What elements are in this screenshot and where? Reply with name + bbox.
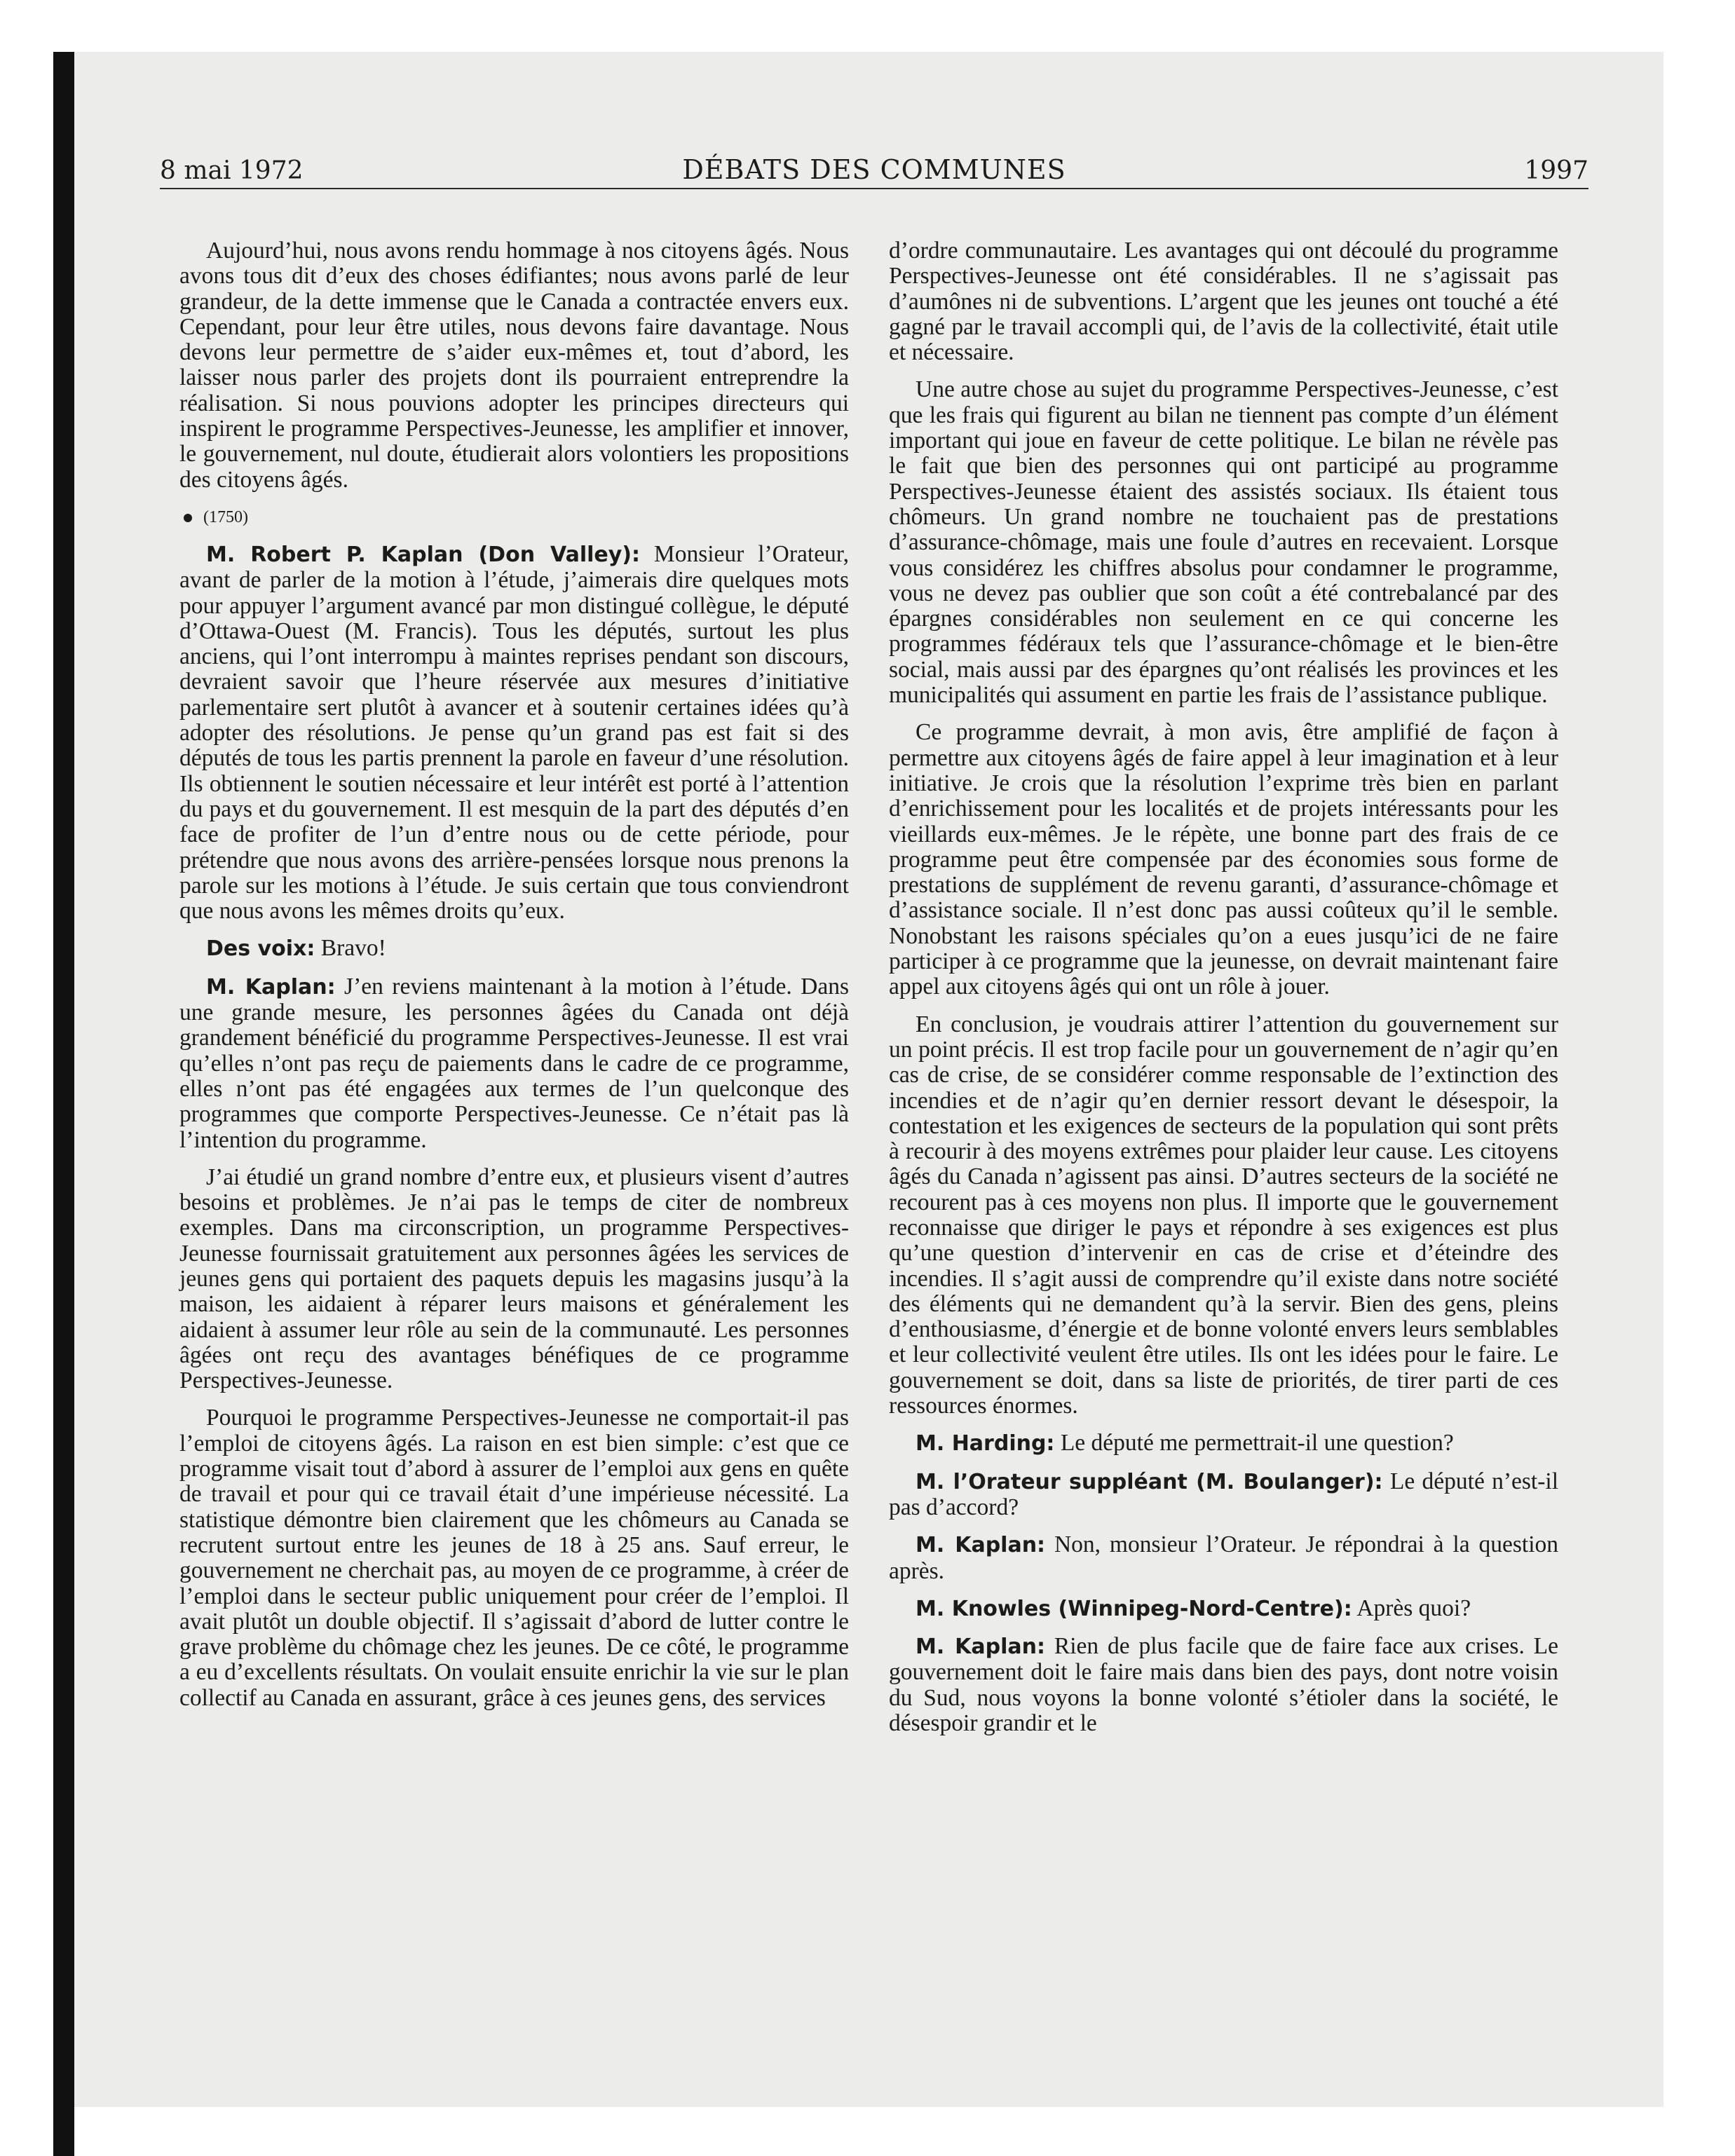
speech	[889, 1431, 1558, 1456]
speaker-name: M. Knowles (Winnipeg-Nord-Centre):	[916, 1596, 1352, 1621]
speaker-name: M. Harding:	[916, 1431, 1055, 1456]
speech-text: Le député me permettrait-il une question?	[1060, 1430, 1454, 1456]
speech	[889, 1469, 1558, 1521]
paragraph: J’ai étudié un grand nombre d’entre eux, et plusieurs visent d’autres besoins et problèmes. Je n’ai pas le temps de citer de nombreux exemples. Dans ma circonscription, un programme Perspectives-Jeunesse fournissait gratuitement aux personnes âgées les services de jeunes gens qui portaient des paquets depuis les magasins jusqu’à la maison, les aidaient à réparer leurs maisons et généralement les aidaient à assumer leur rôle au sein de la communauté. Les personnes âgées ont reçu des avantages bénéfiques de ce programme Perspectives-Jeunesse.	[179, 1164, 849, 1394]
right-column	[889, 238, 1558, 1748]
paragraph: d’ordre communautaire. Les avantages qui ont découlé du programme Perspectives-Jeunesse ont été considérables. Il ne s’agissait pas d’aumônes ni de subventions. L’argent que les jeunes ont touché a été gagné par le travail accompli qui, de l’avis de la collectivité, était utile et nécessaire.	[889, 238, 1558, 366]
scan-edge-bar	[53, 52, 74, 2156]
speech-text: Le député n’est-il pas d’accord?	[889, 1468, 1559, 1520]
time-marker-text: (1750)	[203, 507, 248, 526]
header-date: 8 mai 1972	[160, 156, 304, 185]
speech	[179, 936, 849, 962]
paragraph: Pourquoi le programme Perspectives-Jeunesse ne comportait-il pas l’emploi de citoyens âgés. La raison en est bien simple: c’est que ce programme visait tout d’abord à assurer de l’emploi aux gens en quête de travail et pour qui ce travail était d’une impérieuse nécessité. La statistique démontre bien clairement que les chômeurs au Canada se recrutent surtout entre les jeunes de 18 à 25 ans. Sauf erreur, le gouvernement ne cherchait pas, au moyen de ce programme, à créer de l’emploi dans le secteur public uniquement pour créer de l’emploi. Il avait plutôt un double objectif. Il s’agissait d’abord de lutter contre le grave problème du chômage chez les jeunes. De ce côté, le programme a eu d’excellents résultats. On voulait ensuite enrichir la vie sur le plan collectif au Canada en assurant, grâce à ces jeunes gens, des services	[179, 1405, 849, 1711]
speech	[179, 542, 849, 924]
bullet-icon	[184, 514, 192, 522]
speech	[179, 974, 849, 1153]
speech-text: Après quoi?	[1356, 1595, 1471, 1621]
speech-text: Rien de plus facile que de faire face aux crises. Le gouvernement doit le faire mais dans bien des pays, dont notre voisin du Sud, nous voyons la bonne volonté s’étioler dans la société, le désespoir grandir et le	[889, 1633, 1559, 1737]
speech	[889, 1596, 1558, 1622]
time-marker	[184, 505, 849, 530]
speaker-name: M. l’Orateur suppléant (M. Boulanger):	[916, 1469, 1383, 1494]
speaker-name: Des voix:	[206, 936, 315, 962]
speech-text: Bravo!	[320, 935, 386, 962]
speaker-name: M. Kaplan:	[206, 974, 336, 999]
paragraph: Ce programme devrait, à mon avis, être amplifié de façon à permettre aux citoyens âgés de faire appel à leur imagination et à leur initiative. Je crois que la résolution l’exprime très bien en parlant d’enrichissement pour les localités et de projets intéressants pour les vieillards eux-mêmes. Je le répète, une bonne part des frais de ce programme peut être compensée par des économies sous forme de prestations de supplément de revenu garanti, d’assurance-chômage et d’assistance sociale. Il n’est donc pas aussi coûteux qu’il le semble. Nonobstant les raisons spéciales qu’on a eues jusqu’ici de ne faire participer à ce programme que la jeunesse, on devrait maintenant faire appel aux citoyens âgés qui ont un rôle à jouer.	[889, 719, 1558, 1000]
speech-text: J’en reviens maintenant à la motion à l’étude. Dans une grande mesure, les personnes âgées du Canada ont déjà grandement bénéficié du programme Perspectives-Jeunesse. Il est vrai qu’elles n’ont pas reçu de paiements dans le cadre de ce programme, elles n’ont pas été engagées aux termes de l’un quelconque des programmes que comporte Perspectives-Jeunesse. Ce n’était pas là l’intention du programme.	[179, 973, 849, 1153]
speech	[889, 1634, 1558, 1736]
speaker-name: M. Robert P. Kaplan (Don Valley):	[206, 542, 641, 567]
header-title: DÉBATS DES COMMUNES	[682, 154, 1066, 185]
speaker-name: M. Kaplan:	[916, 1533, 1046, 1558]
speech-text: Monsieur l’Orateur, avant de parler de la motion à l’étude, j’aimerais dire quelques mots pour appuyer l’argument avancé par mon distingué collègue, le député d’Ottawa-Ouest (M. Francis). Tous les députés, surtout les plus anciens, qui l’ont interrompu à maintes reprises pendant son discours, devraient savoir que l’heure réservée aux mesures d’initiative parlementaire sert plutôt à avancer et à soutenir certaines idées qu’à adopter des résolutions. Je pense qu’un grand pas est fait si des députés de tous les partis prennent la parole en faveur d’une résolution. Ils obtiennent le soutien nécessaire et leur intérêt est porté à l’attention du pays et du gouvernement. Il est mesquin de la part des députés d’en face de profiter de l’un d’entre nous ou de cette période, pour prétendre que nous avons des arrière-pensées lorsque nous prenons la parole sur les motions à l’étude. Je suis certain que tous conviendront que nous avons les mêmes droits qu’eux.	[179, 540, 849, 925]
speech	[889, 1532, 1558, 1584]
left-column	[179, 238, 849, 1723]
page-number: 1997	[1524, 156, 1588, 185]
paragraph: Une autre chose au sujet du programme Perspectives-Jeunesse, c’est que les frais qui figurent au bilan ne tiennent pas compte d’un élément important qui joue en faveur de cette politique. Le bilan ne révèle pas le fait que bien des personnes qui ont participé au programme Perspectives-Jeunesse étaient des assistés sociaux. Ils étaient tous chômeurs. Un grand nombre ne touchaient pas de prestations d’assurance-chômage, mais une foule d’autres en recevaient. Lorsque vous considérez les chiffres absolus pour condamner le programme, vous ne devez pas oublier que son coût a été contrebalancé par des épargnes considérables non seulement en ce qui concerne les programmes fédéraux tels que l’assurance-chômage et le bien-être social, mais aussi par des épargnes qu’ont réalisés les provinces et les municipalités qui assument en partie les frais de l’assistance publique.	[889, 376, 1558, 709]
speaker-name: M. Kaplan:	[916, 1635, 1046, 1660]
paragraph: Aujourd’hui, nous avons rendu hommage à nos citoyens âgés. Nous avons tous dit d’eux des choses édifiantes; nous avons parlé de leur grandeur, de la dette immense que le Canada a contractée envers eux. Cependant, pour leur être utiles, nous devons faire davantage. Nous devons leur permettre de s’aider eux-mêmes et, tout d’abord, les laisser nous parler des projets dont ils pourraient entreprendre la réalisation. Si nous pouvions adopter les principes directeurs qui inspirent le programme Perspectives-Jeunesse, les amplifier et innover, le gouvernement, nul doute, étudierait alors volontiers les propositions des citoyens âgés.	[179, 238, 849, 493]
running-header	[160, 146, 1588, 189]
paragraph: En conclusion, je voudrais attirer l’attention du gouvernement sur un point précis. Il est trop facile pour un gouvernement de n’agir qu’en cas de crise, de se considérer comme responsable de l’extinction des incendies et de n’agir qu’en dernier ressort devant le désespoir, la contestation et les exigences de secteurs de la population qui sont prêts à recourir à des moyens extrêmes pour plaider leur cause. Les citoyens âgés du Canada n’agissent pas ainsi. D’autres secteurs de la société ne recourent pas à ces moyens non plus. Il importe que le gouvernement reconnaisse que diriger le pays et répondre à ses exigences est plus qu’une question d’intervenir en cas de crise et d’éteindre des incendies. Il s’agit aussi de comprendre qu’il existe dans notre société des éléments qui ne demandent qu’à la servir. Bien des gens, pleins d’enthousiasme, d’énergie et de bonne volonté envers leurs semblables et leur collectivité veulent être utiles. Ils ont les idées pour le faire. Le gouvernement se doit, dans sa liste de priorités, de tirer parti de ces ressources énormes.	[889, 1011, 1558, 1419]
speech-text: Non, monsieur l’Orateur. Je répondrai à la question après.	[889, 1531, 1558, 1584]
